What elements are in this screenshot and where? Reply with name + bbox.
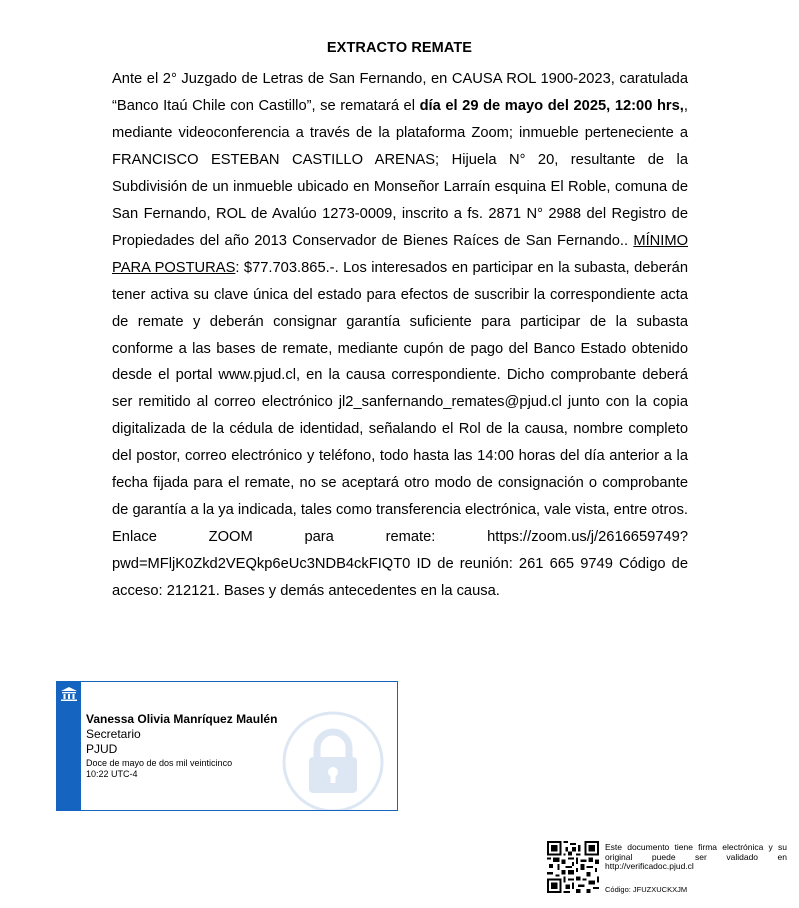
signature-sidebar: [57, 682, 81, 810]
signature-details: [86, 712, 277, 779]
signer-org: PJUD: [86, 742, 118, 756]
body-text-part: , mediante videoconferencia a través de la plataforma Zoom; inmueble perteneciente a FRANCISCO ESTEBAN CASTILLO ARENAS; Hijuela N° 20, resultante de la Subdivisión de un inmueble ubicado en Monseñor Larraín esquina El Roble, comuna de San Fernando, ROL de Avalúo 1273-0009, inscrito a fs. 2871 N° 2988 del Registro de Propiedades del año 2013 Conservador de Bienes Raíces de San Fernando..: [112, 97, 688, 249]
qr-code-icon: [547, 841, 599, 893]
signature-time: 10:22 UTC-4: [86, 769, 138, 779]
body-paragraph: [112, 66, 688, 605]
signature-box: [56, 681, 398, 811]
verification-note: Este documento tiene firma electrónica y su original puede ser validado en http://verificadoc.pjud.cl: [605, 842, 787, 872]
document-body: [112, 66, 688, 605]
verification-code: Código: JFUZXUCKXJM: [605, 885, 688, 894]
body-text-part: : $77.703.865.-. Los interesados en participar en la subasta, deberán tener activa su clave única del estado para efectos de suscribir la correspondiente acta de remate y deberán consignar garantía suficiente para participar de la subasta conforme a las bases de remate, mediante cupón de pago del Banco Estado obtenido desde el portal www.pjud.cl, en la causa correspondiente. Dicho comprobante deberá ser remitido al correo electrónico jl2_sanfernando_remates@pjud.cl junto con la copia digitalizada de la cédula de identidad, señalando el Rol de la causa, nombre completo del postor, correo electrónico y teléfono, todo hasta las 14:00 horas del día anterior a la fecha fijada para el remate, no se aceptará otro modo de consignación o comprobante de garantía a la ya indicada, tales como transferencia electrónica, vale vista, entre otros. Enlace ZOOM para remate: https://zoom.us/j/2616659749?pwd=MFljK0Zkd2VEQkp6eUc3NDB4ckFIQT0 ID de reunión: 261 665 9749 Código de acceso: 212121. Bases y demás antecedentes en la causa.: [112, 259, 688, 600]
lock-icon: [281, 710, 385, 811]
minimum-bid-label: MÍNIMO PARA POSTURAS: [112, 232, 688, 276]
document-title: EXTRACTO REMATE: [326, 40, 473, 56]
body-text-part: Ante el 2° Juzgado de Letras de San Fernando, en CAUSA ROL 1900-2023, caratulada “Banco Itaú Chile con Castillo”, se rematará el: [112, 71, 688, 114]
signer-role: Secretario: [86, 727, 141, 741]
signer-name: Vanessa Olivia Manríquez Maulén: [86, 712, 278, 726]
auction-date: día el 29 de mayo del 2025, 12:00 hrs,: [419, 97, 684, 114]
institution-icon: [60, 686, 78, 702]
signature-date: Doce de mayo de dos mil veinticinco: [86, 758, 233, 768]
